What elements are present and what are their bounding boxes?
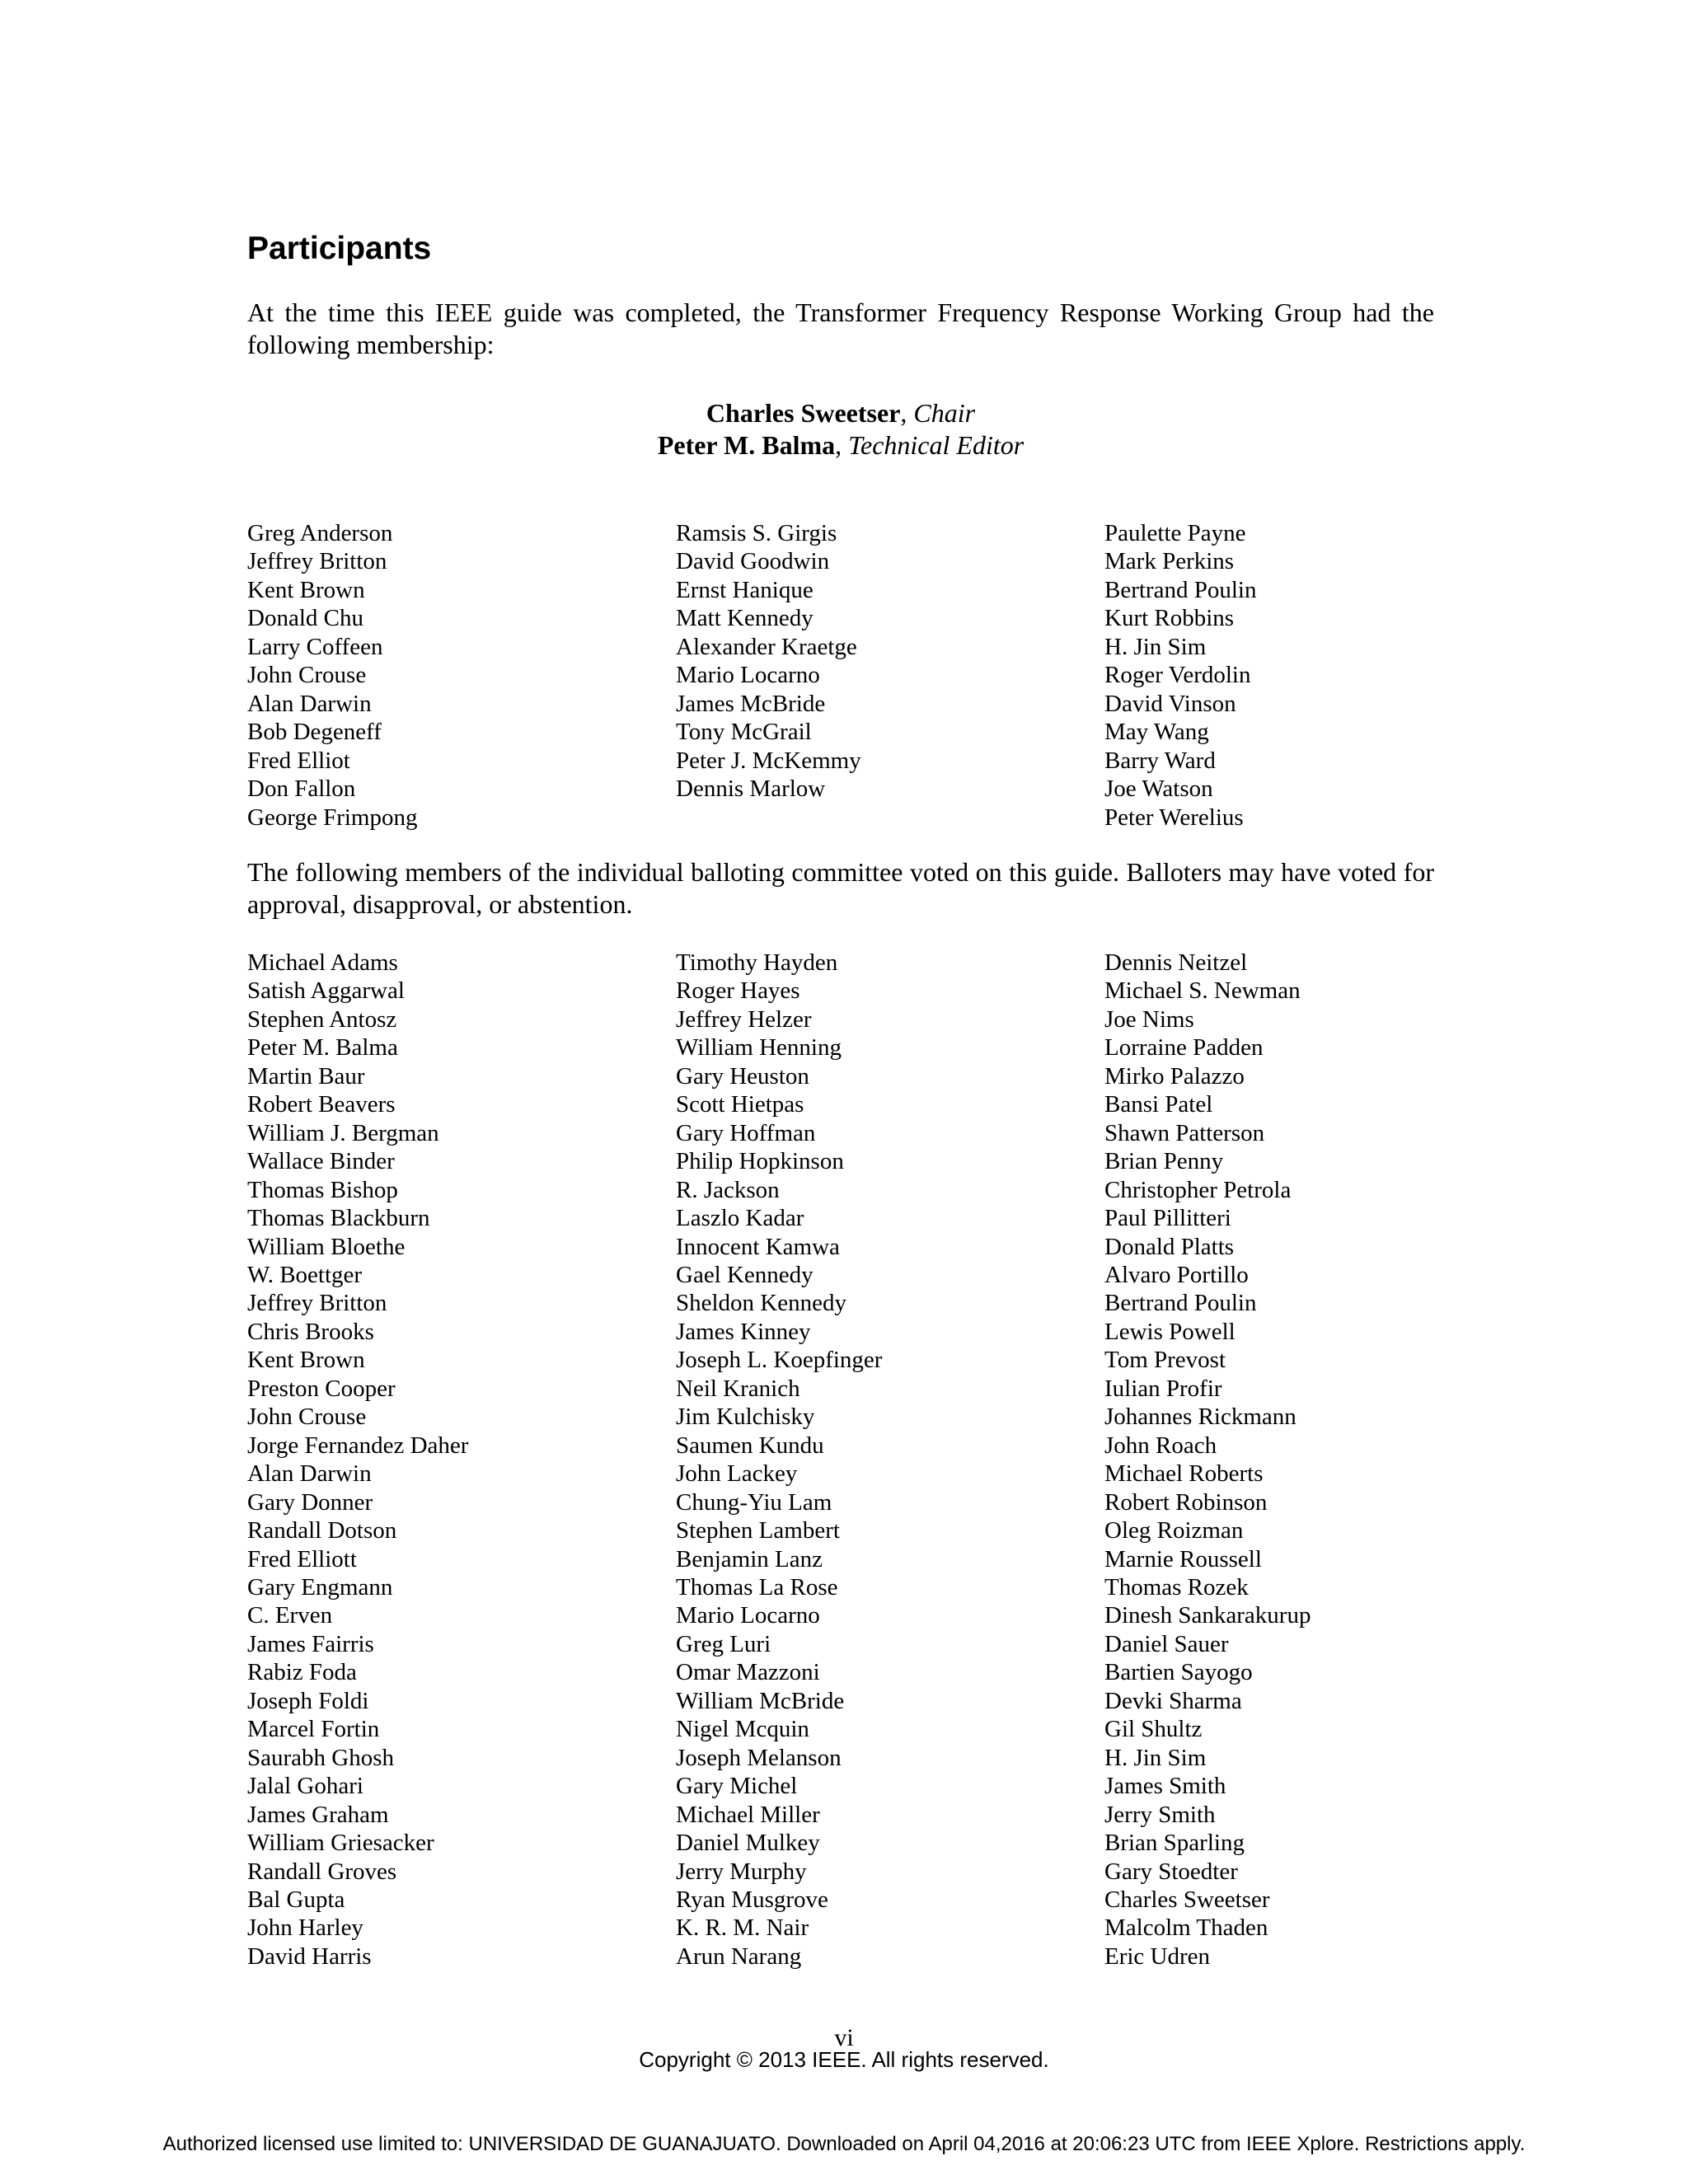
member-name: William Henning [676,1034,842,1062]
member-name: Larry Coffeen [247,633,383,660]
member-name: Bertrand Poulin [1104,576,1257,603]
chair-line [247,397,1434,429]
copyright-notice: Copyright © 2013 IEEE. All rights reserved. [639,2047,1049,2072]
member-name: H. Jin Sim [1104,1744,1207,1771]
member-name: Timothy Hayden [676,949,838,976]
member-name: Peter M. Balma [247,1034,398,1062]
member-name: Jeffrey Britton [247,548,387,575]
member-name: Michael S. Newman [1104,977,1301,1005]
member-name: Dinesh Sankarakurup [1104,1602,1311,1629]
member-name: Sheldon Kennedy [676,1290,846,1317]
officers-block [247,397,1434,462]
member-name: Chris Brooks [247,1318,374,1345]
member-name: Arun Narang [676,1943,802,1970]
member-name: Bal Gupta [247,1886,345,1913]
page-number: vi [834,2024,854,2051]
member-name: Roger Hayes [676,977,800,1005]
license-notice: Authorized licensed use limited to: UNIVERSIDAD DE GUANAJUATO. Downloaded on April 04,2016 at 20:06:23 UTC from IEEE Xplore. Restrictions apply. [162,2133,1526,2155]
name-column [676,519,1104,832]
member-name: Preston Cooper [247,1375,396,1402]
member-name: R. Jackson [676,1176,780,1203]
page-title: Participants [247,231,432,266]
member-name: Marcel Fortin [247,1716,380,1743]
member-name: Brian Penny [1104,1148,1224,1175]
editor-line [247,429,1434,462]
member-name: Philip Hopkinson [676,1148,844,1175]
member-name: H. Jin Sim [1104,633,1207,660]
member-name: Scott Hietpas [676,1091,804,1118]
member-name: Joe Nims [1104,1005,1194,1033]
chair-role: Chair [913,398,976,428]
member-name: Thomas Rozek [1104,1573,1249,1601]
member-name: Charles Sweetser [1104,1886,1270,1913]
member-name: Gary Donner [247,1488,373,1516]
member-name: Matt Kennedy [676,605,814,632]
member-name: Jerry Murphy [676,1858,807,1885]
member-name: Marnie Roussell [1104,1545,1262,1572]
member-name: Paul Pillitteri [1104,1205,1231,1232]
member-name: Joseph Melanson [676,1744,842,1771]
member-name: Barry Ward [1104,747,1216,774]
member-name: Christopher Petrola [1104,1176,1292,1203]
member-name: Devki Sharma [1104,1687,1242,1714]
member-name: Donald Chu [247,605,363,632]
member-name: Ramsis S. Girgis [676,520,837,546]
member-name: Satish Aggarwal [247,977,405,1005]
member-name: David Vinson [1104,690,1236,717]
member-name: Malcolm Thaden [1104,1915,1268,1942]
balloting-intro: The following members of the individual balloting committee voted on this guide. Balloters may have voted for approval, disapproval, or abstention. [247,857,1434,919]
member-name: Saurabh Ghosh [247,1744,395,1771]
member-name: Oleg Roizman [1104,1517,1244,1544]
member-name: William Griesacker [247,1830,434,1857]
member-name: Michael Adams [247,949,398,976]
member-name: Wallace Binder [247,1148,395,1175]
member-name: William McBride [676,1687,845,1714]
member-name: Alan Darwin [247,690,372,717]
member-name: James Kinney [676,1318,811,1345]
member-name: Tom Prevost [1104,1347,1226,1374]
member-name: Paulette Payne [1104,520,1246,546]
member-name: Stephen Lambert [676,1517,840,1544]
member-name: Bertrand Poulin [1104,1290,1257,1317]
member-name: James McBride [676,690,826,717]
member-name: Nigel Mcquin [676,1716,809,1743]
member-name: May Wang [1104,719,1209,746]
member-name: Mario Locarno [676,1602,820,1629]
member-name: Robert Beavers [247,1091,396,1118]
member-name: Gary Stoedter [1104,1858,1238,1885]
member-name: John Crouse [247,1404,367,1431]
member-name: Bob Degeneff [247,719,382,746]
member-name: Shawn Patterson [1104,1119,1265,1146]
member-name: Peter J. McKemmy [676,747,861,774]
member-name: Greg Anderson [247,520,393,546]
chair-name: Charles Sweetser [706,398,901,428]
member-name: Jerry Smith [1104,1801,1216,1828]
name-column [1104,519,1533,832]
member-name: Gary Hoffman [676,1119,816,1146]
member-name: Joseph L. Koepfinger [676,1347,883,1374]
member-name: Kent Brown [247,576,365,603]
member-name: David Harris [247,1943,372,1970]
member-name: James Graham [247,1801,389,1828]
member-name: Greg Luri [676,1630,771,1657]
member-name: Gary Michel [676,1773,798,1800]
member-name: Kent Brown [247,1347,365,1374]
member-name: John Harley [247,1915,363,1942]
member-name: Fred Elliott [247,1545,357,1572]
member-name: David Goodwin [676,548,830,575]
editor-name: Peter M. Balma [657,430,836,460]
member-name: Kurt Robbins [1104,605,1235,632]
member-name: Mirko Palazzo [1104,1062,1245,1090]
member-name: John Roach [1104,1432,1217,1459]
member-name: Ernst Hanique [676,576,814,603]
member-name: Omar Mazzoni [676,1659,820,1686]
member-name: Alexander Kraetge [676,633,857,660]
chair-separator: , [900,398,914,428]
member-name: Rabiz Foda [247,1659,357,1686]
member-name: Neil Kranich [676,1375,800,1402]
member-name: Joe Watson [1104,776,1213,803]
member-name: Eric Udren [1104,1943,1211,1970]
member-name: Mark Perkins [1104,548,1235,575]
member-name: Robert Robinson [1104,1488,1268,1516]
member-name: Jeffrey Britton [247,1290,387,1317]
member-name: Daniel Mulkey [676,1830,820,1857]
member-name: Dennis Neitzel [1104,949,1248,976]
member-name: Mario Locarno [676,662,820,689]
member-name: John Crouse [247,662,367,689]
member-name: Ryan Musgrove [676,1886,828,1913]
member-name: Randall Groves [247,1858,397,1885]
member-name: Roger Verdolin [1104,662,1251,689]
member-name: Dennis Marlow [676,776,826,803]
member-name: Brian Sparling [1104,1830,1245,1857]
member-name: Lorraine Padden [1104,1034,1264,1062]
member-name: Fred Elliot [247,747,350,774]
member-name: Peter Werelius [1104,804,1244,831]
member-name: Jalal Gohari [247,1773,363,1800]
member-name: Saumen Kundu [676,1432,824,1459]
member-name: Gil Shultz [1104,1716,1203,1743]
member-name: Benjamin Lanz [676,1545,823,1572]
member-name: Jim Kulchisky [676,1404,815,1431]
member-name: Bartien Sayogo [1104,1659,1253,1686]
member-name: Gary Heuston [676,1062,809,1090]
name-column [247,949,676,1971]
member-name: Lewis Powell [1104,1318,1236,1345]
member-name: Gary Engmann [247,1573,393,1601]
member-name: Tony McGrail [676,719,812,746]
member-name: Jeffrey Helzer [676,1005,812,1033]
member-name: George Frimpong [247,804,418,831]
balloter-members [247,949,1533,1971]
member-name: Alvaro Portillo [1104,1261,1249,1288]
member-name: Laszlo Kadar [676,1205,804,1232]
member-name: C. Erven [247,1602,333,1629]
member-name: Thomas Blackburn [247,1205,430,1232]
member-name: Joseph Foldi [247,1687,369,1714]
member-name: Jorge Fernandez Daher [247,1432,469,1459]
member-name: W. Boettger [247,1261,363,1288]
member-name: K. R. M. Nair [676,1915,809,1942]
member-name: James Fairris [247,1630,374,1657]
name-column [247,519,676,832]
member-name: John Lackey [676,1460,798,1488]
editor-separator: , [835,430,849,460]
member-name: Bansi Patel [1104,1091,1213,1118]
member-name: Gael Kennedy [676,1261,814,1288]
member-name: Randall Dotson [247,1517,397,1544]
member-name: Thomas La Rose [676,1573,838,1601]
working-group-intro: At the time this IEEE guide was completed, the Transformer Frequency Response Working Group had the following membership: [247,298,1434,359]
working-group-members [247,519,1533,832]
member-name: Daniel Sauer [1104,1630,1229,1657]
member-name: Chung-Yiu Lam [676,1488,832,1516]
member-name: Michael Roberts [1104,1460,1264,1488]
member-name: Don Fallon [247,776,356,803]
member-name: Thomas Bishop [247,1176,398,1203]
member-name: William Bloethe [247,1233,406,1260]
member-name: Johannes Rickmann [1104,1404,1296,1431]
member-name: Alan Darwin [247,1460,372,1488]
member-name: William J. Bergman [247,1119,439,1146]
editor-role: Technical Editor [848,430,1025,460]
member-name: Michael Miller [676,1801,820,1828]
member-name: Martin Baur [247,1062,365,1090]
member-name: James Smith [1104,1773,1226,1800]
name-column [676,949,1104,1971]
member-name: Innocent Kamwa [676,1233,840,1260]
member-name: Donald Platts [1104,1233,1235,1260]
name-column [1104,949,1533,1971]
member-name: Iulian Profir [1104,1375,1222,1402]
member-name: Stephen Antosz [247,1005,397,1033]
